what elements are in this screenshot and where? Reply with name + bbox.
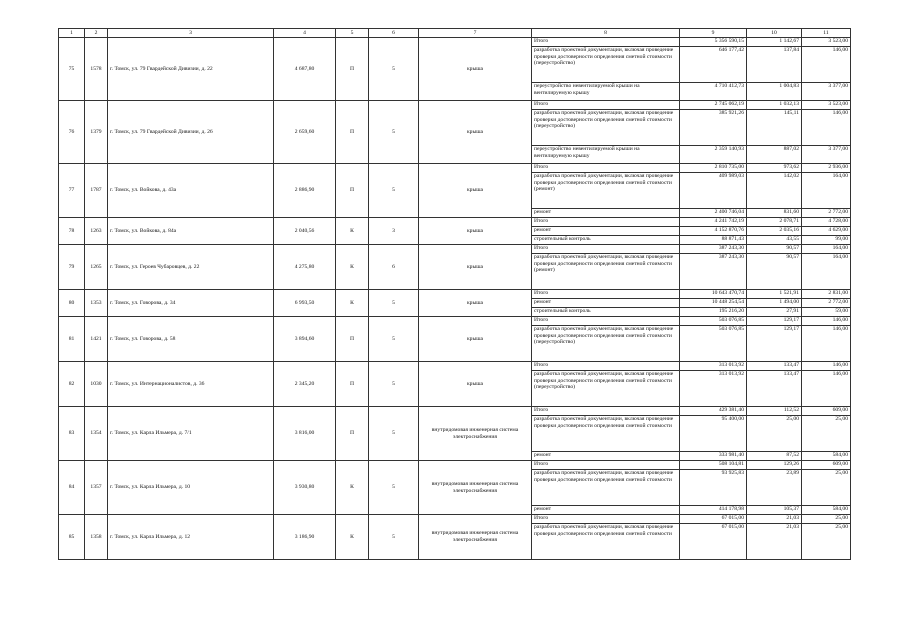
cost-cell: 5 356 590,15	[680, 38, 747, 47]
wall-material-cell: П	[336, 407, 369, 461]
table-row-total	[59, 290, 851, 299]
house-id-cell: 1353	[85, 290, 108, 317]
work-type-cell: Итого	[532, 515, 680, 524]
floors-cell: 5	[369, 38, 419, 101]
area-cell: 2 345,20	[274, 362, 336, 407]
area-cell: 4 275,80	[274, 245, 336, 290]
unit-cost-cell: 112,52	[747, 407, 802, 416]
cost-cell: 2 359 140,93	[680, 146, 747, 164]
unit-cost-cell: 27,91	[747, 308, 802, 317]
row-number-cell: 83	[59, 407, 85, 461]
cost-cell: 2 400 746,04	[680, 209, 747, 218]
limit-cost-cell: 146,00	[802, 110, 851, 146]
cost-cell: 387 243,30	[680, 245, 747, 254]
house-id-cell: 1358	[85, 515, 108, 560]
col-header: 2	[85, 29, 108, 38]
unit-cost-cell: 137,84	[747, 47, 802, 83]
address-cell: г. Томск, ул. Карла Ильмера, д. 7/1	[108, 407, 274, 461]
floors-cell: 5	[369, 164, 419, 218]
floors-cell: 5	[369, 290, 419, 317]
house-id-cell: 1578	[85, 38, 108, 101]
capital-repair-table	[58, 28, 851, 560]
work-type-cell: Итого	[532, 290, 680, 299]
unit-cost-cell: 105,37	[747, 506, 802, 515]
unit-cost-cell: 1 004,83	[747, 83, 802, 101]
cost-cell: 2 810 735,00	[680, 164, 747, 173]
row-number-cell: 82	[59, 362, 85, 407]
limit-cost-cell: 2 831,00	[802, 290, 851, 299]
wall-material-cell: К	[336, 245, 369, 290]
work-type-cell: Итого	[532, 461, 680, 470]
floors-cell: 5	[369, 461, 419, 515]
unit-cost-cell: 1 032,13	[747, 101, 802, 110]
limit-cost-cell: 3 523,00	[802, 38, 851, 47]
system-cell: крыша	[419, 101, 532, 164]
address-cell: г. Томск, ул. Карла Ильмера, д. 12	[108, 515, 274, 560]
area-cell: 2 886,90	[274, 164, 336, 218]
system-cell: внутридомовая инженерная система электроснабжения	[419, 515, 532, 560]
table-row-total	[59, 245, 851, 254]
cost-cell: 67 015,00	[680, 515, 747, 524]
unit-cost-cell: 2 035,16	[747, 227, 802, 236]
work-type-cell: разработка проектной документации, включая проведение проверки достоверности определения сметной стоимости (переустройство)	[532, 47, 680, 83]
cost-cell: 333 981,40	[680, 452, 747, 461]
col-header: 6	[369, 29, 419, 38]
address-cell: г. Томск, ул. Говорова, д. 34	[108, 290, 274, 317]
wall-material-cell: К	[336, 515, 369, 560]
wall-material-cell: П	[336, 317, 369, 362]
address-cell: г. Томск, ул. Войкова, д. 43а	[108, 164, 274, 218]
system-cell: внутридомовая инженерная система электроснабжения	[419, 461, 532, 515]
unit-cost-cell: 831,60	[747, 209, 802, 218]
cost-cell: 387 243,30	[680, 254, 747, 290]
floors-cell: 5	[369, 407, 419, 461]
area-cell: 6 993,50	[274, 290, 336, 317]
unit-cost-cell: 2 078,71	[747, 218, 802, 227]
unit-cost-cell: 129,17	[747, 317, 802, 326]
cost-cell: 4 241 742,19	[680, 218, 747, 227]
col-header: 5	[336, 29, 369, 38]
table-row-total	[59, 38, 851, 47]
col-header: 7	[419, 29, 532, 38]
cost-cell: 503 076,85	[680, 317, 747, 326]
table-row-total	[59, 515, 851, 524]
limit-cost-cell: 25,00	[802, 524, 851, 560]
limit-cost-cell: 4 629,00	[802, 227, 851, 236]
cost-cell: 10 448 254,54	[680, 299, 747, 308]
work-type-cell: переустройство невентилируемой крыши на вентилируемую крышу	[532, 83, 680, 101]
address-cell: г. Томск, ул. Интернационалистов, д. 36	[108, 362, 274, 407]
floors-cell: 5	[369, 362, 419, 407]
cost-cell: 429 381,40	[680, 407, 747, 416]
unit-cost-cell: 1 494,00	[747, 299, 802, 308]
work-type-cell: разработка проектной документации, включая проведение проверки достоверности определения сметной стоимости (ремонт)	[532, 254, 680, 290]
table-row-total	[59, 407, 851, 416]
cost-cell: 414 178,98	[680, 506, 747, 515]
house-id-cell: 1421	[85, 317, 108, 362]
system-cell: внутридомовая инженерная система электроснабжения	[419, 407, 532, 461]
unit-cost-cell: 90,57	[747, 254, 802, 290]
unit-cost-cell: 43,55	[747, 236, 802, 245]
limit-cost-cell: 3 377,00	[802, 146, 851, 164]
limit-cost-cell: 59,00	[802, 308, 851, 317]
limit-cost-cell: 146,00	[802, 326, 851, 362]
cost-cell: 313 013,92	[680, 362, 747, 371]
cost-cell: 4 152 870,76	[680, 227, 747, 236]
cost-cell: 10 643 470,74	[680, 290, 747, 299]
col-header: 4	[274, 29, 336, 38]
floors-cell: 5	[369, 101, 419, 164]
cost-cell: 93 925,83	[680, 470, 747, 506]
work-type-cell: разработка проектной документации, включая проведение проверки достоверности определения сметной стоимости (переустройство)	[532, 110, 680, 146]
work-type-cell: Итого	[532, 407, 680, 416]
wall-material-cell: П	[336, 362, 369, 407]
limit-cost-cell: 609,00	[802, 461, 851, 470]
col-header: 1	[59, 29, 85, 38]
column-number-row	[59, 29, 851, 38]
unit-cost-cell: 145,11	[747, 110, 802, 146]
work-type-cell: Итого	[532, 38, 680, 47]
wall-material-cell: П	[336, 164, 369, 218]
area-cell: 3 816,00	[274, 407, 336, 461]
cost-cell: 95 400,00	[680, 416, 747, 452]
col-header: 11	[802, 29, 851, 38]
work-type-cell: разработка проектной документации, включая проведение проверки достоверности определения сметной стоимости	[532, 470, 680, 506]
row-number-cell: 85	[59, 515, 85, 560]
work-type-cell: разработка проектной документации, включая проведение проверки достоверности определения сметной стоимости	[532, 524, 680, 560]
unit-cost-cell: 21,03	[747, 524, 802, 560]
limit-cost-cell: 99,00	[802, 236, 851, 245]
cost-cell: 646 177,42	[680, 47, 747, 83]
work-type-cell: ремонт	[532, 452, 680, 461]
work-type-cell: разработка проектной документации, включая проведение проверки достоверности определения сметной стоимости (ремонт)	[532, 173, 680, 209]
unit-cost-cell: 23,89	[747, 470, 802, 506]
area-cell: 3 186,90	[274, 515, 336, 560]
work-type-cell: ремонт	[532, 227, 680, 236]
work-type-cell: ремонт	[532, 299, 680, 308]
house-id-cell: 1379	[85, 101, 108, 164]
area-cell: 4 687,80	[274, 38, 336, 101]
limit-cost-cell: 25,00	[802, 515, 851, 524]
row-number-cell: 84	[59, 461, 85, 515]
table-row-total	[59, 362, 851, 371]
cost-cell: 503 076,85	[680, 326, 747, 362]
limit-cost-cell: 609,00	[802, 407, 851, 416]
system-cell: крыша	[419, 164, 532, 218]
row-number-cell: 80	[59, 290, 85, 317]
limit-cost-cell: 25,00	[802, 416, 851, 452]
floors-cell: 5	[369, 317, 419, 362]
unit-cost-cell: 142,02	[747, 173, 802, 209]
row-number-cell: 78	[59, 218, 85, 245]
address-cell: г. Томск, ул. Героев Чубаровцев, д. 22	[108, 245, 274, 290]
unit-cost-cell: 1 521,91	[747, 290, 802, 299]
cost-cell: 4 710 412,73	[680, 83, 747, 101]
area-cell: 2 659,60	[274, 101, 336, 164]
address-cell: г. Томск, ул. 79 Гвардейской Дивизии, д. 22	[108, 38, 274, 101]
area-cell: 3 930,80	[274, 461, 336, 515]
floors-cell: 5	[369, 515, 419, 560]
unit-cost-cell: 25,00	[747, 416, 802, 452]
limit-cost-cell: 3 377,00	[802, 83, 851, 101]
work-type-cell: разработка проектной документации, включая проведение проверки достоверности определения сметной стоимости (переустройство)	[532, 326, 680, 362]
col-header: 9	[680, 29, 747, 38]
area-cell: 3 894,60	[274, 317, 336, 362]
limit-cost-cell: 584,00	[802, 506, 851, 515]
row-number-cell: 81	[59, 317, 85, 362]
work-type-cell: строительный контроль	[532, 308, 680, 317]
area-cell: 2 040,56	[274, 218, 336, 245]
limit-cost-cell: 146,00	[802, 47, 851, 83]
system-cell: крыша	[419, 218, 532, 245]
work-type-cell: строительный контроль	[532, 236, 680, 245]
work-type-cell: разработка проектной документации, включая проведение проверки достоверности определения сметной стоимости (переустройство)	[532, 371, 680, 407]
limit-cost-cell: 164,00	[802, 254, 851, 290]
row-number-cell: 79	[59, 245, 85, 290]
row-number-cell: 75	[59, 38, 85, 101]
cost-cell: 409 989,03	[680, 173, 747, 209]
table-row-total	[59, 461, 851, 470]
col-header: 8	[532, 29, 680, 38]
unit-cost-cell: 90,57	[747, 245, 802, 254]
unit-cost-cell: 21,03	[747, 515, 802, 524]
cost-cell: 385 921,26	[680, 110, 747, 146]
house-id-cell: 1030	[85, 362, 108, 407]
wall-material-cell: К	[336, 218, 369, 245]
cost-cell: 195 216,20	[680, 308, 747, 317]
wall-material-cell: П	[336, 38, 369, 101]
house-id-cell: 1265	[85, 245, 108, 290]
system-cell: крыша	[419, 245, 532, 290]
unit-cost-cell: 133,47	[747, 362, 802, 371]
system-cell: крыша	[419, 290, 532, 317]
work-type-cell: ремонт	[532, 209, 680, 218]
work-type-cell: Итого	[532, 317, 680, 326]
unit-cost-cell: 129,17	[747, 326, 802, 362]
unit-cost-cell: 129,26	[747, 461, 802, 470]
wall-material-cell: П	[336, 101, 369, 164]
work-type-cell: ремонт	[532, 506, 680, 515]
table-row-total	[59, 317, 851, 326]
address-cell: г. Томск, ул. Карла Ильмера, д. 10	[108, 461, 274, 515]
row-number-cell: 77	[59, 164, 85, 218]
address-cell: г. Томск, ул. Говорова, д. 58	[108, 317, 274, 362]
unit-cost-cell: 133,47	[747, 371, 802, 407]
limit-cost-cell: 2 772,00	[802, 299, 851, 308]
address-cell: г. Томск, ул. 79 Гвардейской Дивизии, д. 26	[108, 101, 274, 164]
work-type-cell: Итого	[532, 101, 680, 110]
house-id-cell: 1357	[85, 461, 108, 515]
cost-cell: 313 013,92	[680, 371, 747, 407]
system-cell: крыша	[419, 38, 532, 101]
table-row-total	[59, 218, 851, 227]
limit-cost-cell: 3 523,00	[802, 101, 851, 110]
floors-cell: 3	[369, 218, 419, 245]
limit-cost-cell: 164,00	[802, 245, 851, 254]
work-type-cell: Итого	[532, 245, 680, 254]
unit-cost-cell: 1 142,67	[747, 38, 802, 47]
cost-cell: 2 745 062,19	[680, 101, 747, 110]
house-id-cell: 1787	[85, 164, 108, 218]
limit-cost-cell: 146,00	[802, 362, 851, 371]
cost-cell: 67 015,00	[680, 524, 747, 560]
table-row-total	[59, 164, 851, 173]
row-number-cell: 76	[59, 101, 85, 164]
limit-cost-cell: 25,00	[802, 470, 851, 506]
unit-cost-cell: 87,52	[747, 452, 802, 461]
work-type-cell: Итого	[532, 362, 680, 371]
system-cell: крыша	[419, 362, 532, 407]
unit-cost-cell: 973,62	[747, 164, 802, 173]
wall-material-cell: К	[336, 461, 369, 515]
house-id-cell: 1263	[85, 218, 108, 245]
address-cell: г. Томск, ул. Войкова, д. 84а	[108, 218, 274, 245]
limit-cost-cell: 4 728,00	[802, 218, 851, 227]
limit-cost-cell: 2 772,00	[802, 209, 851, 218]
wall-material-cell: К	[336, 290, 369, 317]
limit-cost-cell: 584,00	[802, 452, 851, 461]
cost-cell: 508 104,81	[680, 461, 747, 470]
col-header: 3	[108, 29, 274, 38]
limit-cost-cell: 2 936,00	[802, 164, 851, 173]
col-header: 10	[747, 29, 802, 38]
unit-cost-cell: 887,02	[747, 146, 802, 164]
system-cell: крыша	[419, 317, 532, 362]
work-type-cell: Итого	[532, 218, 680, 227]
work-type-cell: переустройство невентилируемой крыши на вентилируемую крышу	[532, 146, 680, 164]
work-type-cell: Итого	[532, 164, 680, 173]
limit-cost-cell: 164,00	[802, 173, 851, 209]
house-id-cell: 1354	[85, 407, 108, 461]
limit-cost-cell: 146,00	[802, 317, 851, 326]
document-page	[58, 28, 850, 560]
limit-cost-cell: 146,00	[802, 371, 851, 407]
work-type-cell: разработка проектной документации, включая проведение проверки достоверности определения сметной стоимости	[532, 416, 680, 452]
cost-cell: 88 871,43	[680, 236, 747, 245]
floors-cell: 6	[369, 245, 419, 290]
table-row-total	[59, 101, 851, 110]
